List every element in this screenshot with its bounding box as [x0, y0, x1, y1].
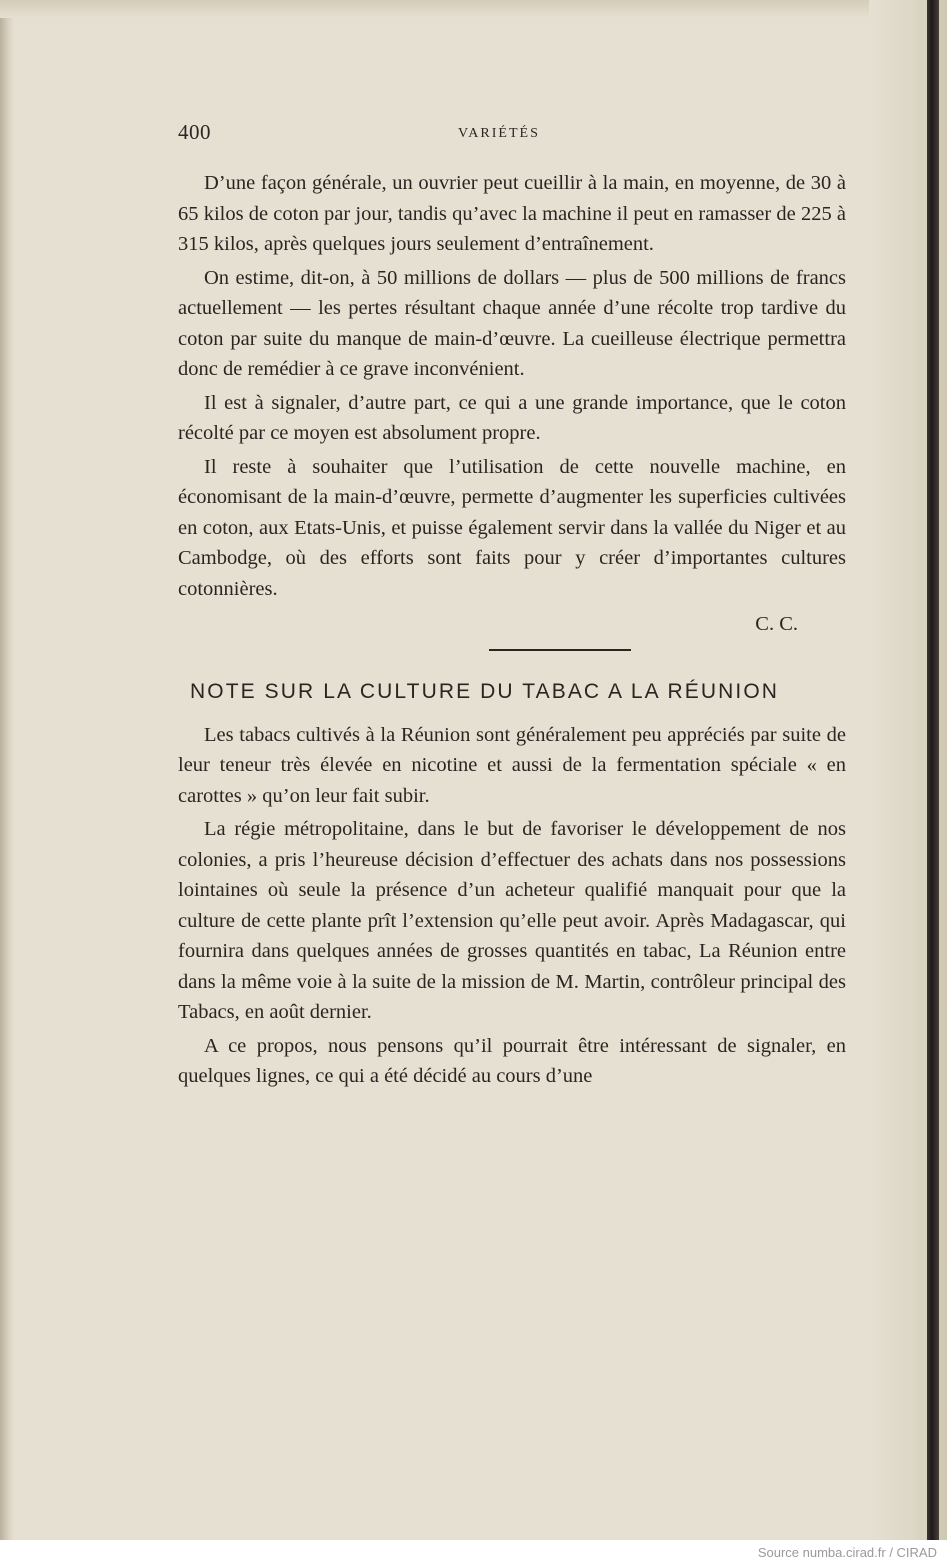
source-bar [0, 1540, 947, 1566]
article1-paragraph-3: Il est à signaler, d’autre part, ce qui a une grande importance, que le coton récolté par ce moyen est absolument propre. [178, 391, 846, 444]
article2-paragraph-1: Les tabacs cultivés à la Réunion sont généralement peu appréciés par suite de leur teneur très élevée en nicotine et aussi de la fermentation spéciale « en carottes » qu’on leur fait subir. [178, 723, 846, 807]
book-spine [927, 0, 939, 1540]
source-credit: Source numba.cirad.fr / CIRAD [757, 1545, 937, 1560]
page-header [178, 120, 846, 152]
article1-signature: C. C. [755, 613, 798, 635]
article2-paragraph-2: La régie métropolitaine, dans le but de favoriser le développement de nos colonies, a pris l’heureuse décision d’effectuer des achats dans nos possessions lointaines où seule la présence d’un acheteur qualifié manquait pour que la culture de cette plante prît l’extension qu’elle peut avoir. Après Madagascar, qui fournira dans quelques années de grosses quantités en tabac, La Réunion entre dans la même voie à la suite de la mission de M. Martin, contrôleur principal des Tabacs, en août dernier. [178, 818, 846, 1023]
page-body [178, 168, 846, 1095]
article1-paragraph-1: D’une façon générale, un ouvrier peut cueillir à la main, en moyenne, de 30 à 65 kilos de coton par jour, tandis qu’avec la machine il peut en ramasser de 225 à 315 kilos, après quelques jours seulement d’entraînement. [178, 172, 846, 255]
article2-paragraph-3: A ce propos, nous pensons qu’il pourrait être intéressant de signaler, en quelques lignes, ce qui a été décidé au cours d’une [178, 1034, 846, 1087]
running-title: VARIÉTÉS [458, 126, 540, 141]
article1-paragraph-4: Il reste à souhaiter que l’utilisation de cette nouvelle machine, en économisant de la main-d’œuvre, permette d’augmenter les superficies cultivées en coton, aux Etats-Unis, et puisse également servir dans la vallée du Niger et au Cambodge, où des efforts sont faits pour y créer d’importantes cultures cotonnières. [178, 455, 846, 600]
article1-paragraph-2: On estime, dit-on, à 50 millions de dollars — plus de 500 millions de francs actuellement — les pertes résultant chaque année d’une récolte trop tardive du coton par suite du manque de main-d’œuvre. La cueilleuse électrique permettra donc de remédier à ce grave inconvénient. [178, 266, 846, 380]
page-number: 400 [178, 120, 211, 144]
page-top-shadow [0, 0, 947, 18]
section-title: NOTE SUR LA CULTURE DU TABAC A LA RÉUNION [190, 680, 780, 703]
section-divider [489, 649, 631, 651]
page-left-shadow [0, 0, 14, 1540]
